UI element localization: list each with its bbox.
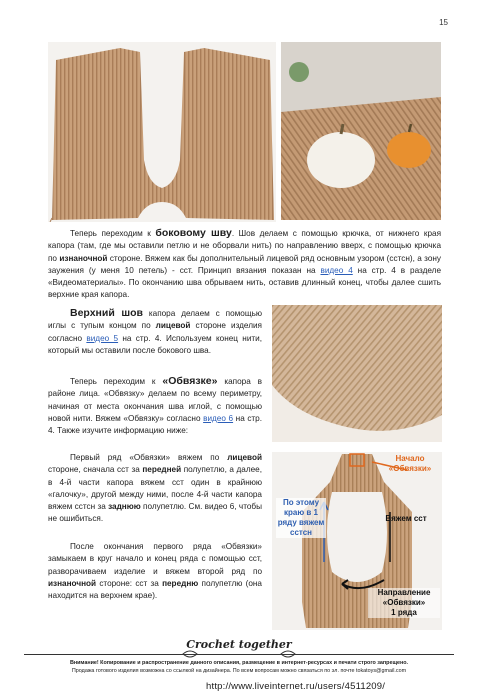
obvyazka-diagram-photo: [272, 452, 442, 630]
footer-divider: [24, 654, 454, 655]
hood-flat-photo: [48, 42, 276, 222]
row1-paragraph: Первый ряд «Обвязки» вяжем по лицевой стороне, сначала сст за передней полупетлю, а далее, в 4-й части капора вяжем сст один в крайнюю «галочку», другой между ними, после 4-й части капора вяжем сстсн за заднюю полупетлю. См. видео 6, чтобы не ошибиться.: [48, 453, 262, 524]
top-seam-title: Верхний шов: [70, 307, 143, 319]
video-6-link[interactable]: видео 6: [203, 413, 234, 423]
side-seam-paragraph: Теперь переходим к боковому шву. Шов делаем с помощью крючка, от нижнего края капора (там, где мы оставили петлю и не оборвали нить) по направлению вверх, с помощью крючка по изнаночной стороне. Вяжем как бы дополнительный лицевой ряд основным узором (сстсн), а зону заужения (у меня 10 петель) - сст. Принцип вязания показан на видео 4 на стр. 4 в разделе «Видеоматериалы». По окончанию шва обрываем нить, оставив длинный конец, чтобы далее сшить верхние края капора.: [48, 227, 442, 300]
page-number: 15: [439, 18, 448, 27]
video-4-link[interactable]: видео 4: [320, 265, 353, 275]
top-seam-paragraph: Верхний шов капора делаем с помощью иглы с тупым концом по лицевой стороне изделия согласно видео 5 на стр. 4. Используем конец нити, который мы оставили после бокового шва.: [48, 307, 262, 355]
annotation-start: Начало «Обвязки»: [388, 454, 432, 473]
annotation-direction: Направление «Обвязки» 1 ряда: [368, 588, 440, 618]
row2-paragraph: После окончания первого ряда «Обвязки» замыкаем в круг начало и конец ряда с помощью сст, разворачиваем изделие и вяжем второй ряд по изнаночной стороне: сст за передню полупетлю (она находится на верхнем крае).: [48, 542, 262, 601]
footer-warning: Внимание! Копирование и распространение данного описания, размещение в интернет-ресурсах и печати строго запрещено.: [69, 660, 409, 666]
footer-brand: Crochet together: [186, 638, 292, 651]
pumpkins-photo: [281, 42, 441, 220]
annotation-right: Вяжем сст: [385, 514, 427, 523]
obvyazka-paragraph: Теперь переходим к «Обвязке» капора в районе лица. «Обвязку» делаем по всему периметру, начиная от места окончания шва иглой, с помощью новой нити. Вяжем «Обвязку» согласно видео 6 на стр. 4. Также изучите информацию ниже:: [48, 375, 263, 436]
side-seam-title: боковому шву: [155, 227, 232, 239]
obvyazka-title: «Обвязке»: [162, 375, 218, 387]
annotation-left-edge: По этому краю в 1 ряду вяжем сстсн: [277, 498, 325, 537]
watermark-url[interactable]: http://www.liveinternet.ru/users/4511209/: [206, 681, 386, 692]
video-5-link[interactable]: видео 5: [86, 333, 119, 343]
footer-sale: Продажа готового изделия возможна со ссылкой на дизайнера. По всем вопросам можно связаться по эл. почте tokatoys@gmail.com: [71, 668, 407, 674]
top-seam-photo: [272, 305, 442, 442]
